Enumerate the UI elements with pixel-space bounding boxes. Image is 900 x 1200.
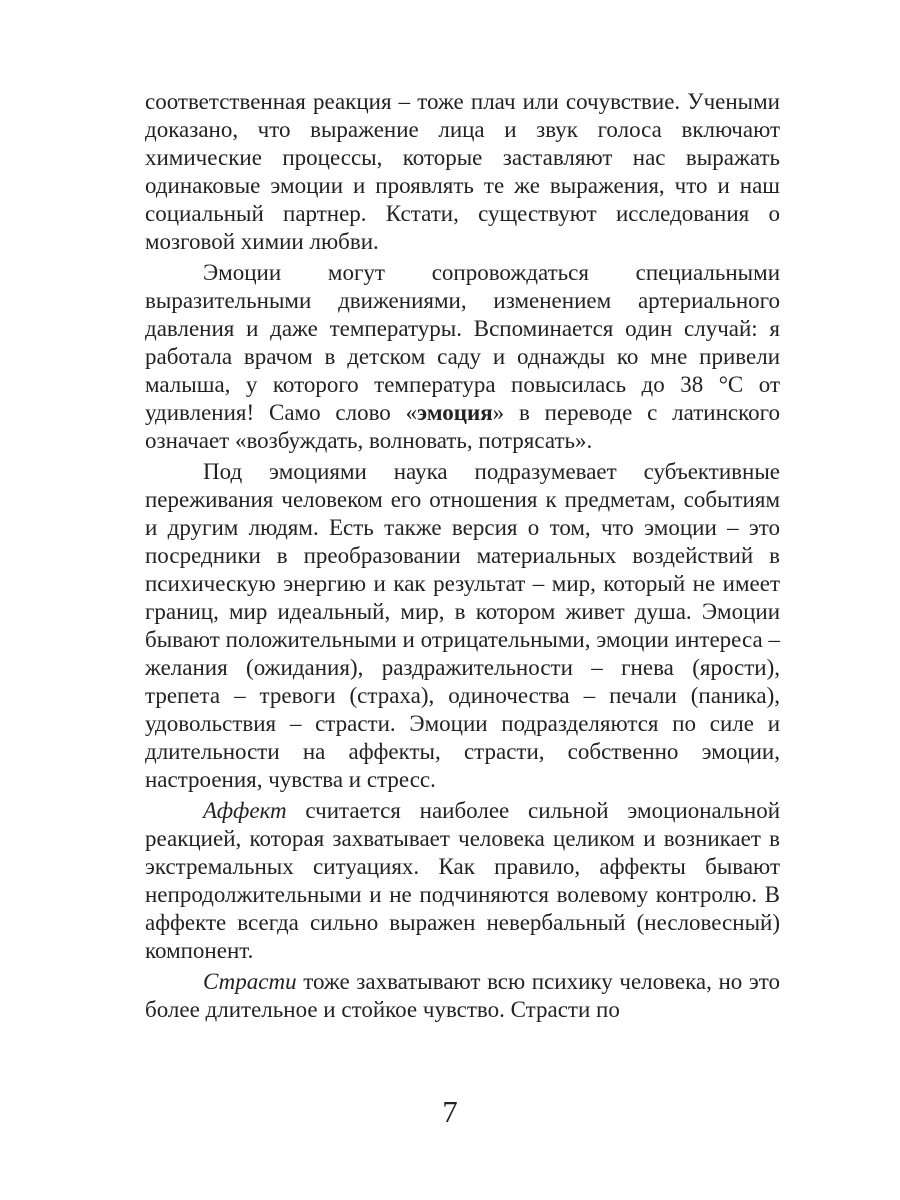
paragraph-affect — [145, 797, 780, 965]
paragraph-text-part: » в переводе с латинского означает «возбуждать, волновать, потрясать». — [145, 400, 780, 453]
paragraph-emotions-definition: Под эмоциями наука подразумевает субъективные переживания человеком его отношения к предметам, событиям и другим людям. Есть также версия о том, что эмоции – это посредники в преобразовании материальных воздействий в психическую энергию и как результат – мир, который не имеет границ, мир идеальный, мир, в котором живет душа. Эмоции бывают положительными и отрицательными, эмоции интереса – желания (ожидания), раздражительности – гнева (ярости), трепета – тревоги (страха), одиночества – печали (паника), удовольствия – страсти. Эмоции подразделяются по силе и длительности на аффекты, страсти, собственно эмоции, настроения, чувства и стресс. — [145, 459, 780, 792]
page-number: 7 — [442, 1094, 458, 1129]
paragraph-emotions-expression — [145, 259, 780, 455]
italic-term-affect: Аффект — [203, 798, 287, 823]
bold-term-emotion: эмоция — [417, 400, 493, 425]
paragraph-passions — [145, 968, 780, 1024]
paragraph-text-part: тоже захватывают всю психику человека, но это более длительное и стойкое чувство. Страсти по — [145, 969, 780, 1022]
italic-term-passions: Страсти — [203, 969, 297, 994]
page-body — [145, 88, 780, 1027]
paragraph-text-part: Эмоции могут сопровождаться специальными выразительными движениями, изменением артериального давления и даже температуры. Вспоминается один случай: я работала врачом в детском саду и однажды ко мне привели малыша, у которого температура повысилась до 38 °С от удивления! Само слово « — [145, 260, 780, 425]
paragraph-text-part: считается наиболее сильной эмоциональной реакцией, которая захватывает человека целиком и возникает в экстремальных ситуациях. Как правило, аффекты бывают непродолжительными и не подчиняются волевому контролю. В аффекте всегда сильно выражен невербальный (несловесный) компонент. — [145, 798, 780, 963]
paragraph-continuation: соответственная реакция – тоже плач или сочувствие. Учеными доказано, что выражение лица и звук голоса включают химические процессы, которые заставляют нас выражать одинаковые эмоции и проявлять те же выражения, что и наш социальный партнер. Кстати, существуют исследования о мозговой химии любви. — [145, 89, 780, 254]
